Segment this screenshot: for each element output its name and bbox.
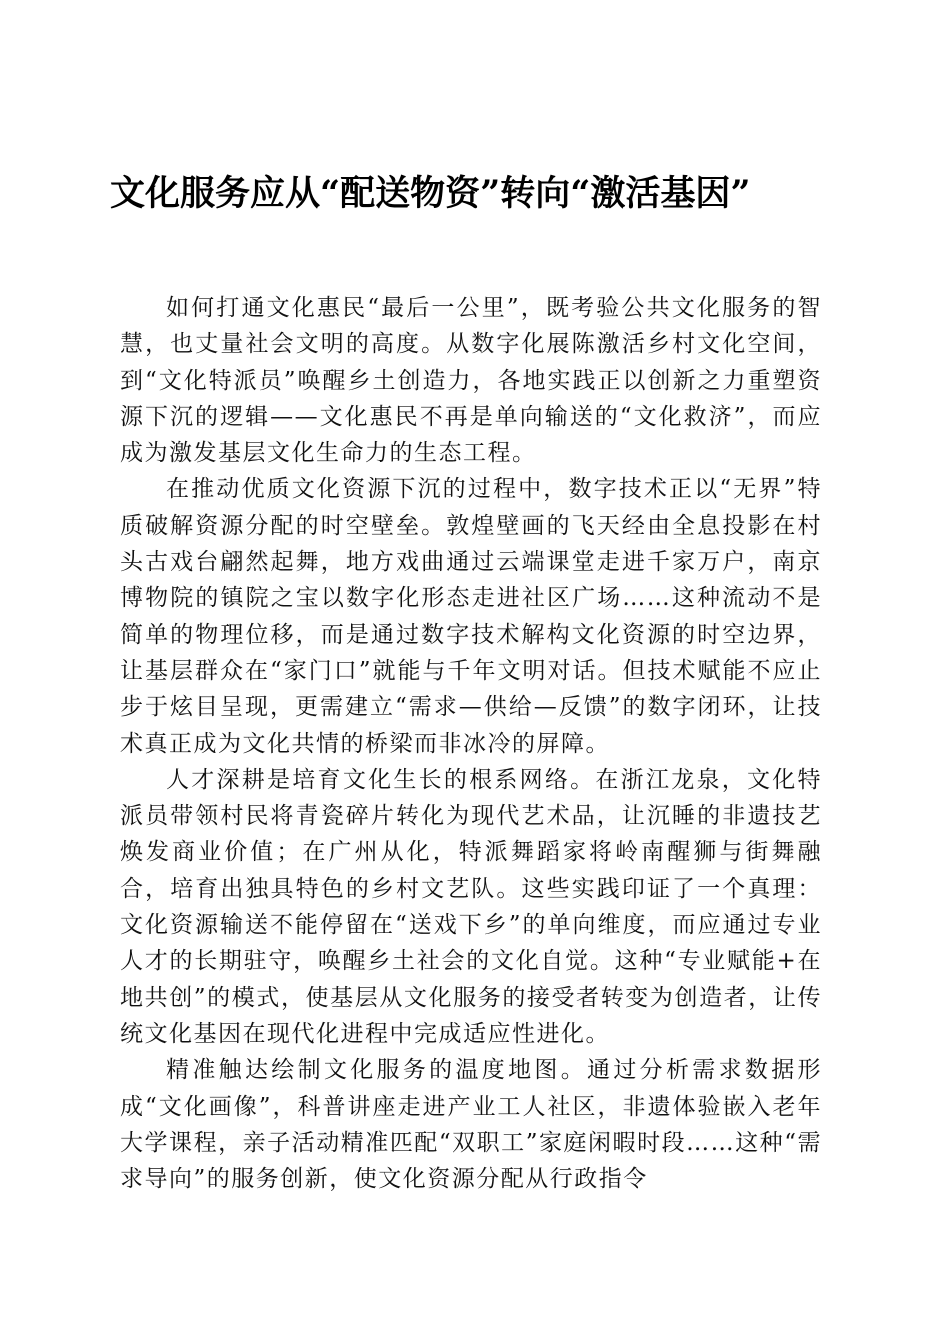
article-body: [120, 290, 822, 1197]
paragraph-2: 在推动优质文化资源下沉的过程中，数字技术正以“无界”特质破解资源分配的时空壁垒。敦煌壁画的飞天经由全息投影在村头古戏台翩然起舞，地方戏曲通过云端课堂走进千家万户，南京博物院的镇院之宝以数字化形态走进社区广场……这种流动不是简单的物理位移，而是通过数字技术解构文化资源的时空边界，让基层群众在“家门口”就能与千年文明对话。但技术赋能不应止步于炫目呈现，更需建立“需求—供给—反馈”的数字闭环，让技术真正成为文化共情的桥梁而非冰冷的屏障。: [120, 476, 822, 757]
paragraph-1: 如何打通文化惠民“最后一公里”，既考验公共文化服务的智慧，也丈量社会文明的高度。从数字化展陈激活乡村文化空间，到“文化特派员”唤醒乡土创造力，各地实践正以创新之力重塑资源下沉的逻辑——文化惠民不再是单向输送的“文化救济”，而应成为激发基层文化生命力的生态工程。: [120, 295, 822, 467]
paragraph-4: 精准触达绘制文化服务的温度地图。通过分析需求数据形成“文化画像”，科普讲座走进产业工人社区，非遗体验嵌入老年大学课程，亲子活动精准匹配“双职工”家庭闲暇时段……这种“需求导向”的服务创新，使文化资源分配从行政指令: [120, 1057, 822, 1193]
paragraph-3: 人才深耕是培育文化生长的根系网络。在浙江龙泉，文化特派员带领村民将青瓷碎片转化为现代艺术品，让沉睡的非遗技艺焕发商业价值；在广州从化，特派舞蹈家将岭南醒狮与街舞融合，培育出独具特色的乡村文艺队。这些实践印证了一个真理：文化资源输送不能停留在“送戏下乡”的单向维度，而应通过专业人才的长期驻守，唤醒乡土社会的文化自觉。这种“专业赋能+在地共创”的模式，使基层从文化服务的接受者转变为创造者，让传统文化基因在现代化进程中完成适应性进化。: [120, 766, 822, 1047]
article-title: 文化服务应从“配送物资”转向“激活基因”: [110, 173, 751, 214]
